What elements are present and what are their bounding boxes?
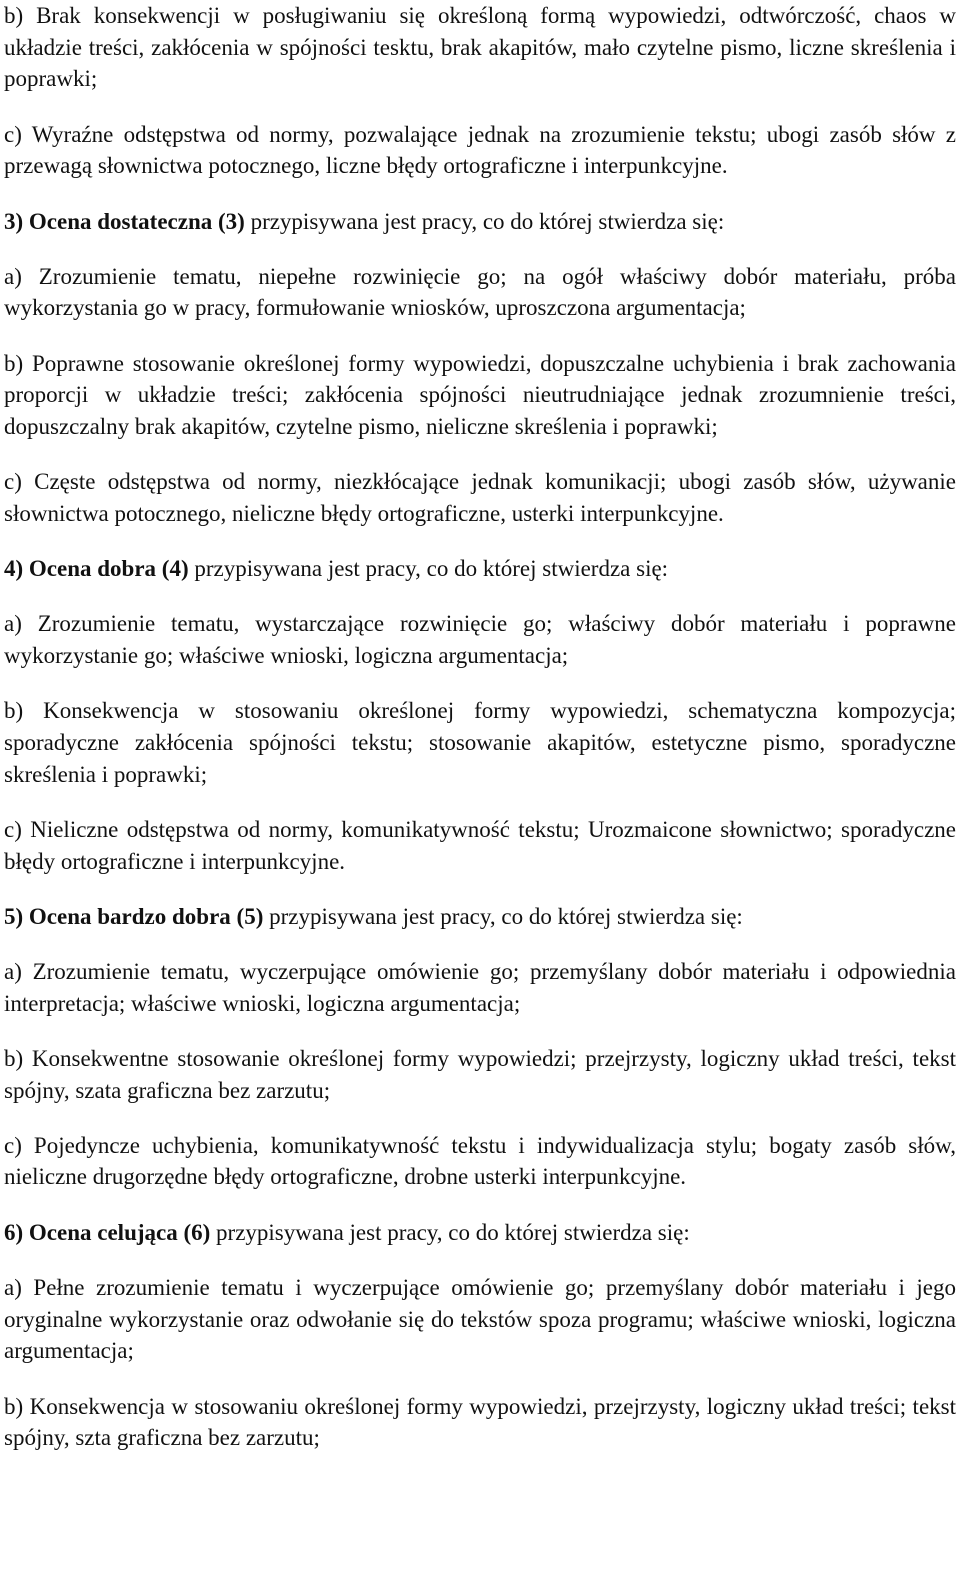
grade-heading-rest: przypisywana jest pracy, co do której stwierdza się: <box>263 903 743 929</box>
criterion-item: a) Zrozumienie tematu, niepełne rozwinięcie go; na ogół właściwy dobór materiału, próba wykorzystania go w pracy, formułowanie wniosków, uproszczona argumentacja; <box>4 263 956 321</box>
criterion-item: a) Pełne zrozumienie tematu i wyczerpujące omówienie go; przemyślany dobór materiału i jego oryginalne wykorzystanie oraz odwołanie się do tekstów spoza programu; właściwe wnioski, logiczna argumentacja; <box>4 1274 956 1364</box>
grade-heading-bold: 3) Ocena dostateczna (3) <box>4 208 245 234</box>
grade-heading-rest: przypisywana jest pracy, co do której stwierdza się: <box>244 208 725 234</box>
criterion-item: b) Konsekwencja w stosowaniu określonej formy wypowiedzi, schematyczna kompozycja; sporadyczne zakłócenia spójności tekstu; stosowanie akapitów, estetyczne pismo, sporadyczne skreślenia i poprawki; <box>4 698 956 787</box>
criterion-item: c) Pojedyncze uchybienia, komunikatywność tekstu i indywidualizacja stylu; bogaty zasób słów, nieliczne drugorzędne błędy ortograficzne, drobne usterki interpunkcyjne. <box>4 1132 956 1190</box>
grade-heading <box>4 1217 956 1249</box>
criterion-item: a) Zrozumienie tematu, wystarczające rozwinięcie go; właściwy dobór materiału i poprawne wykorzystanie go; właściwe wnioski, logiczna argumentacja; <box>4 611 956 669</box>
criterion-item: a) Zrozumienie tematu, wyczerpujące omówienie go; przemyślany dobór materiału i odpowiednia interpretacja; właściwe wnioski, logiczna argumentacja; <box>4 958 956 1016</box>
criterion-item: b) Konsekwencja w stosowaniu określonej formy wypowiedzi, przejrzysty, logiczny układ treści; tekst spójny, szta graficzna bez zarzutu; <box>4 1393 956 1451</box>
criterion-item: b) Konsekwentne stosowanie określonej formy wypowiedzi; przejrzysty, logiczny układ treści, tekst spójny, szata graficzna bez zarzutu; <box>4 1045 956 1103</box>
grade-heading-bold: 5) Ocena bardzo dobra (5) <box>4 903 264 929</box>
grade-heading <box>4 901 956 933</box>
grade-heading <box>4 553 956 585</box>
criterion-item: c) Wyraźne odstępstwa od normy, pozwalające jednak na zrozumienie tekstu; ubogi zasób słów z przewagą słownictwa potocznego, liczne błędy ortograficzne i interpunkcyjne. <box>4 121 956 179</box>
grade-heading-rest: przypisywana jest pracy, co do której stwierdza się: <box>210 1219 690 1245</box>
grade-heading <box>4 206 956 238</box>
criterion-item: b) Brak konsekwencji w posługiwaniu się określoną formą wypowiedzi, odtwórczość, chaos w układzie treści, zakłócenia w spójności tesktu, brak akapitów, mało czytelne pismo, liczne skreślenia i poprawki; <box>4 3 956 92</box>
criterion-item: b) Poprawne stosowanie określonej formy wypowiedzi, dopuszczalne uchybienia i brak zachowania proporcji w układzie treści; zakłócenia spójności nieutrudniające jednak zrozumnienie treści, dopuszczalny brak akapitów, czytelne pismo, nieliczne skreślenia i poprawki; <box>4 350 956 440</box>
criterion-item: c) Częste odstępstwa od normy, niezkłócające jednak komunikacji; ubogi zasób słów, używanie słownictwa potocznego, nieliczne błędy ortograficzne, usterki interpunkcyjne. <box>4 469 956 526</box>
criterion-item: c) Nieliczne odstępstwa od normy, komunikatywność tekstu; Urozmaicone słownictwo; sporadyczne błędy ortograficzne i interpunkcyjne. <box>4 816 956 874</box>
grade-heading-bold: 6) Ocena celująca (6) <box>4 1219 211 1245</box>
grade-heading-rest: przypisywana jest pracy, co do której stwierdza się: <box>188 556 669 582</box>
grade-heading-bold: 4) Ocena dobra (4) <box>4 556 189 582</box>
